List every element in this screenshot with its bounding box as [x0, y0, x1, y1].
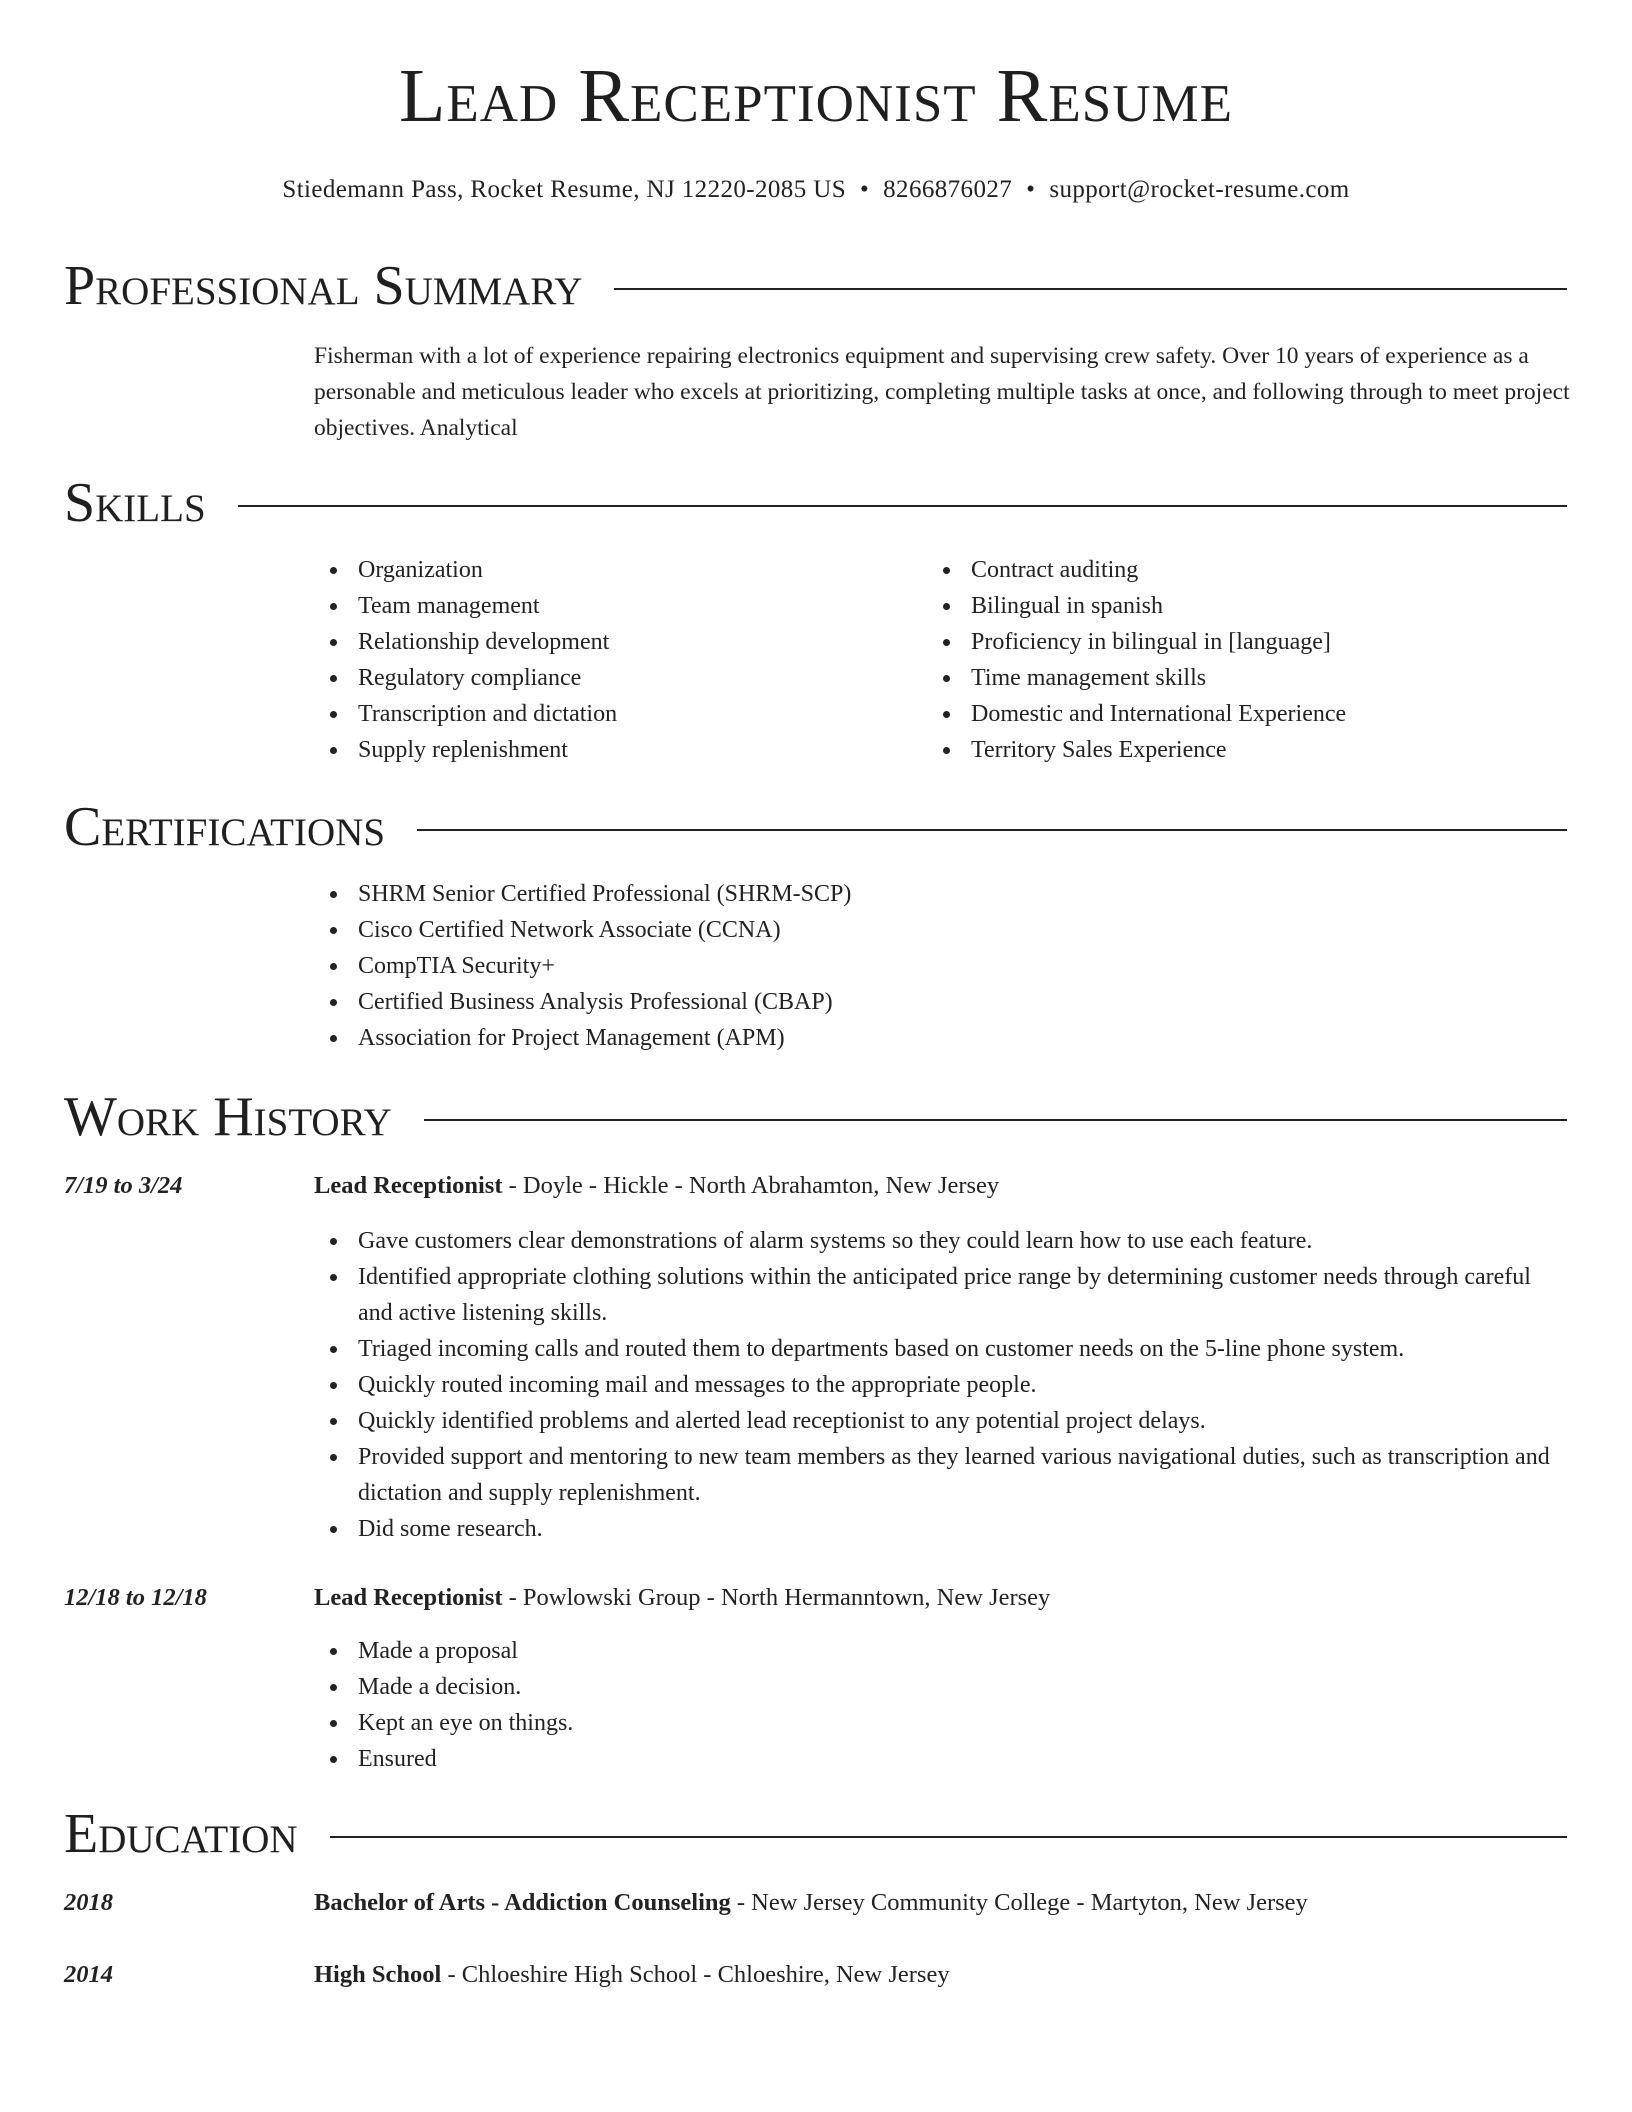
job-title: Lead Receptionist: [314, 1584, 503, 1611]
education-year: 2018: [64, 1889, 113, 1916]
job-title-line: [314, 1172, 999, 1200]
skill-item: Time management skills: [927, 660, 1567, 696]
education-year: 2014: [64, 1961, 113, 1988]
education-line: [314, 1889, 1308, 1917]
job-title: Lead Receptionist: [314, 1172, 503, 1199]
section-header-certifications: [64, 796, 1567, 858]
section-title: Work History: [64, 1086, 392, 1148]
job-bullet: Made a decision.: [314, 1669, 1570, 1705]
job-bullet: Quickly routed incoming mail and messages to the appropriate people.: [314, 1367, 1570, 1403]
section-title: Certifications: [64, 796, 386, 858]
job-company-location: - Doyle - Hickle - North Abrahamton, New Jersey: [502, 1172, 1000, 1199]
section-header-work-history: [64, 1086, 1567, 1148]
job-bullet: Triaged incoming calls and routed them to departments based on customer needs on the 5-line phone system.: [314, 1331, 1570, 1367]
skill-item: Regulatory compliance: [314, 660, 914, 696]
skill-item: Contract auditing: [927, 552, 1567, 588]
section-divider: [417, 829, 1567, 831]
section-title: Professional Summary: [64, 255, 583, 317]
job-bullet: Ensured: [314, 1741, 1570, 1777]
education-line: [314, 1961, 950, 1989]
job-bullet: Quickly identified problems and alerted lead receptionist to any potential project delays.: [314, 1403, 1570, 1439]
contact-address: Stiedemann Pass, Rocket Resume, NJ 12220-2085 US: [282, 176, 846, 203]
skill-item: Supply replenishment: [314, 732, 914, 768]
section-divider: [330, 1836, 1567, 1838]
summary-text: Fisherman with a lot of experience repairing electronics equipment and supervising crew safety. Over 10 years of experience as a personable and meticulous leader who excels at prioritizing, completing multiple tasks at once, and following through to meet project objectives. Analytical: [314, 343, 1570, 441]
skill-item: Bilingual in spanish: [927, 588, 1567, 624]
resume-title: Lead Receptionist Resume: [398, 54, 1233, 138]
contact-phone: 8266876027: [883, 176, 1013, 203]
certification-item: SHRM Senior Certified Professional (SHRM-SCP): [314, 876, 1564, 912]
job-bullet: Provided support and mentoring to new team members as they learned various navigational duties, such as transcription and dictation and supply replenishment.: [314, 1439, 1570, 1511]
job-bullet: Did some research.: [314, 1511, 1570, 1547]
contact-separator: •: [1026, 176, 1036, 203]
job-bullets: [314, 1223, 1570, 1547]
job-bullet: Identified appropriate clothing solutions within the anticipated price range by determining customer needs through careful and active listening skills.: [314, 1259, 1570, 1331]
job-title-line: [314, 1584, 1050, 1612]
job-bullet: Gave customers clear demonstrations of alarm systems so they could learn how to use each feature.: [314, 1223, 1570, 1259]
contact-email: support@rocket-resume.com: [1049, 176, 1350, 203]
education-school-location: - Chloeshire High School - Chloeshire, New Jersey: [441, 1961, 950, 1988]
section-divider: [238, 505, 1567, 507]
job-bullet: Kept an eye on things.: [314, 1705, 1570, 1741]
job-dates: 12/18 to 12/18: [64, 1584, 207, 1611]
contact-separator: •: [860, 176, 870, 203]
section-header-skills: [64, 472, 1567, 534]
job-bullets: [314, 1633, 1570, 1777]
skill-item: Organization: [314, 552, 914, 588]
skills-list-left: [314, 552, 914, 768]
section-divider: [424, 1119, 1567, 1121]
skill-item: Domestic and International Experience: [927, 696, 1567, 732]
skill-item: Relationship development: [314, 624, 914, 660]
job-bullet: Made a proposal: [314, 1633, 1570, 1669]
contact-line: [0, 176, 1632, 204]
certification-item: Cisco Certified Network Associate (CCNA): [314, 912, 1564, 948]
skill-item: Proficiency in bilingual in [language]: [927, 624, 1567, 660]
section-header-education: [64, 1803, 1567, 1865]
skill-item: Territory Sales Experience: [927, 732, 1567, 768]
certification-item: Association for Project Management (APM): [314, 1020, 1564, 1056]
section-title: Skills: [64, 472, 206, 534]
certification-item: Certified Business Analysis Professional (CBAP): [314, 984, 1564, 1020]
education-degree: Bachelor of Arts - Addiction Counseling: [314, 1889, 731, 1916]
section-divider: [614, 288, 1567, 290]
certifications-list: [314, 876, 1564, 1056]
skill-item: Transcription and dictation: [314, 696, 914, 732]
section-title: Education: [64, 1803, 298, 1865]
skills-list-right: [927, 552, 1567, 768]
education-school-location: - New Jersey Community College - Martyton, New Jersey: [730, 1889, 1308, 1916]
certification-item: CompTIA Security+: [314, 948, 1564, 984]
section-header-summary: [64, 255, 1567, 317]
skill-item: Team management: [314, 588, 914, 624]
job-dates: 7/19 to 3/24: [64, 1172, 183, 1199]
job-company-location: - Powlowski Group - North Hermanntown, New Jersey: [502, 1584, 1051, 1611]
education-degree: High School: [314, 1961, 442, 1988]
